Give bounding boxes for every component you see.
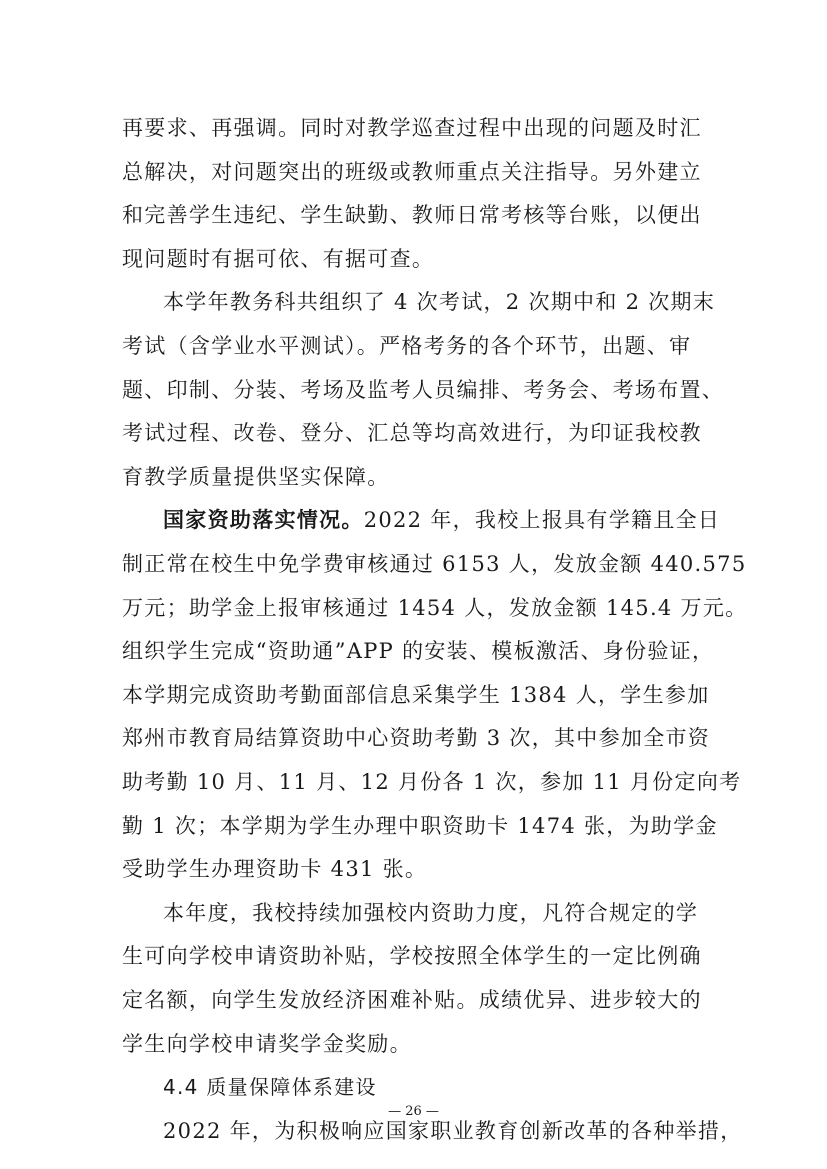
- paragraph-line: 制正常在校生中免学费审核通过 6153 人，发放金额 440.575: [122, 552, 747, 576]
- paragraph-line: 助考勤 10 月、11 月、12 月份各 1 次，参加 11 月份定向考: [122, 770, 742, 794]
- paragraph-line: 育教学质量提供坚实保障。: [122, 464, 390, 489]
- paragraph-line: 考试过程、改卷、登分、汇总等均高效进行，为印证我校教: [122, 421, 702, 446]
- paragraph-line: 郑州市教育局结算资助中心资助考勤 3 次，其中参加全市资: [122, 726, 711, 751]
- paragraph-line: 考试（含学业水平测试）。严格考务的各个环节，出题、审: [122, 334, 692, 358]
- paragraph-line: 生可向学校申请资助补贴，学校按照全体学生的一定比例确: [122, 944, 702, 969]
- paragraph-line: 和完善学生违纪、学生缺勤、教师日常考核等台账，以便出: [122, 203, 702, 228]
- paragraph-line: 组织学生完成“资助通”APP 的安装、模板激活、身份验证，: [122, 639, 715, 664]
- paragraph-line: 2022 年，为积极响应国家职业教育创新改革的各种举措，: [163, 1118, 743, 1143]
- page-number: — 26 —: [388, 1104, 439, 1119]
- paragraph-line: 本学年教务科共组织了 4 次考试，2 次期中和 2 次期末: [163, 290, 716, 315]
- section-heading: 4.4 质量保障体系建设: [163, 1075, 377, 1100]
- paragraph-line: 本年度，我校持续加强校内资助力度，凡符合规定的学: [163, 900, 699, 925]
- paragraph-line: 题、印制、分装、考场及监考人员编排、考务会、考场布置、: [122, 377, 725, 402]
- paragraph-line: 定名额，向学生发放经济困难补贴。成绩优异、进步较大的: [122, 988, 702, 1012]
- paragraph-line: 受助学生办理资助卡 431 张。: [122, 857, 428, 882]
- paragraph-line: 现问题时有据可依、有据可查。: [122, 246, 435, 271]
- paragraph-line: 再要求、再强调。同时对教学巡查过程中出现的问题及时汇: [122, 116, 702, 140]
- paragraph-line: 勤 1 次；本学期为学生办理中职资助卡 1474 张，为助学金: [122, 813, 718, 838]
- paragraph-text: 2022 年，我校上报具有学籍且全日: [363, 508, 721, 533]
- paragraph-line: [163, 506, 720, 534]
- section-lead-title: 国家资助落实情况。: [163, 508, 364, 533]
- paragraph-line: 总解决，对问题突出的班级或教师重点关注指导。另外建立: [122, 159, 702, 184]
- paragraph-line: 学生向学校申请奖学金奖励。: [122, 1031, 412, 1056]
- paragraph-line: 万元；助学金上报审核通过 1454 人，发放金额 145.4 万元。: [122, 595, 748, 620]
- paragraph-line: 本学期完成资助考勤面部信息采集学生 1384 人，学生参加: [122, 682, 710, 707]
